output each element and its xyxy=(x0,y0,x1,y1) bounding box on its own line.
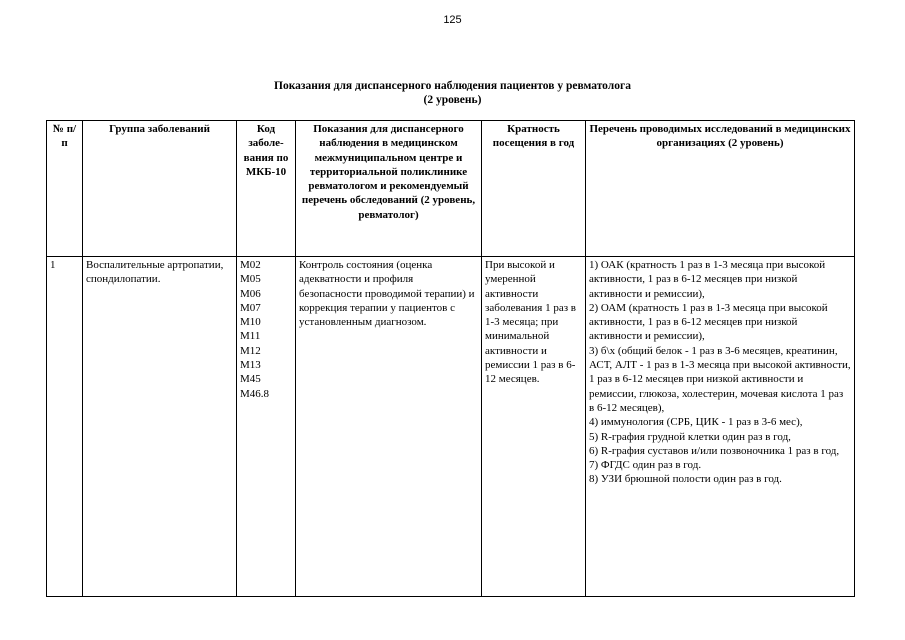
row-disease-group: Воспалительные артропатии, спондилопатии. xyxy=(83,257,237,597)
study-item: 8) УЗИ брюшной полости один раз в год. xyxy=(589,473,782,486)
header-icd-code: Код заболе-вания по МКБ-10 xyxy=(237,121,296,257)
row-icd-codes xyxy=(237,257,296,597)
study-item: 7) ФГДС один раз в год. xyxy=(589,459,702,472)
icd-code: M05 xyxy=(240,273,261,286)
document-title-line-2: (2 уровень) xyxy=(423,94,482,106)
study-item: 4) иммунология (СРБ, ЦИК - 1 раз в 3-6 мес), xyxy=(589,416,803,429)
page-number: 125 xyxy=(443,14,462,26)
dispensary-indications-table xyxy=(46,120,855,597)
icd-code: M12 xyxy=(240,344,261,357)
row-studies-list xyxy=(586,257,855,597)
document-title-line-1: Показания для диспансерного наблюдения пациентов у ревматолога xyxy=(274,80,631,92)
study-item: 6) R-графия суставов и/или позвоночника 1 раз в год, xyxy=(589,444,840,457)
header-visit-frequency: Кратность посещения в год xyxy=(482,121,586,257)
icd-code: M02 xyxy=(240,259,261,271)
icd-code: M07 xyxy=(240,301,261,314)
header-disease-group: Группа заболеваний xyxy=(83,121,237,257)
row-num: 1 xyxy=(47,257,83,597)
table-row xyxy=(47,257,855,597)
icd-code: M10 xyxy=(240,316,261,329)
study-item: 2) ОАМ (кратность 1 раз в 1-3 месяца при высокой активности, 1 раз в 6-12 месяцев при низкой активности и ремиссии), xyxy=(589,301,828,343)
row-indications: Контроль состояния (оценка адекватности и профиля безопасности проводимой терапии) и коррекция терапии у пациентов с установленным диагнозом. xyxy=(296,257,482,597)
icd-code: M06 xyxy=(240,287,261,300)
study-item: 1) ОАК (кратность 1 раз в 1-3 месяца при высокой активности, 1 раз в 6-12 месяцев при низкой активности и ремиссии), xyxy=(589,259,826,300)
icd-code: M11 xyxy=(240,330,261,343)
icd-code: M45 xyxy=(240,373,261,386)
document-title xyxy=(0,79,905,107)
study-item: 3) б\х (общий белок - 1 раз в 3-6 месяцев, креатинин, АСТ, АЛТ - 1 раз в 1-3 месяца при высокой активности, 1 раз в 6-12 месяцев при низкой активности и ремиссии, глюкоза, холестерин, мочевая кислота 1 раз в 6-12 месяцев), xyxy=(589,344,851,414)
table-header-row xyxy=(47,121,855,257)
header-studies-list: Перечень проводимых исследований в медицинских организациях (2 уровень) xyxy=(586,121,855,257)
row-visit-frequency: При высокой и умеренной активности заболевания 1 раз в 1-3 месяца; при минимальной активности и ремиссии 1 раз в 6-12 месяцев. xyxy=(482,257,586,597)
header-indications: Показания для диспансерного наблюдения в медицинском межмуниципальном центре и территориальной поликлинике ревматологом и рекомендуемый перечень обследований (2 уровень, ревматолог) xyxy=(296,121,482,257)
study-item: 5) R-графия грудной клетки один раз в год, xyxy=(589,430,791,443)
icd-code: M13 xyxy=(240,359,261,372)
icd-code: M46.8 xyxy=(240,387,270,400)
header-num: № п/п xyxy=(47,121,83,257)
